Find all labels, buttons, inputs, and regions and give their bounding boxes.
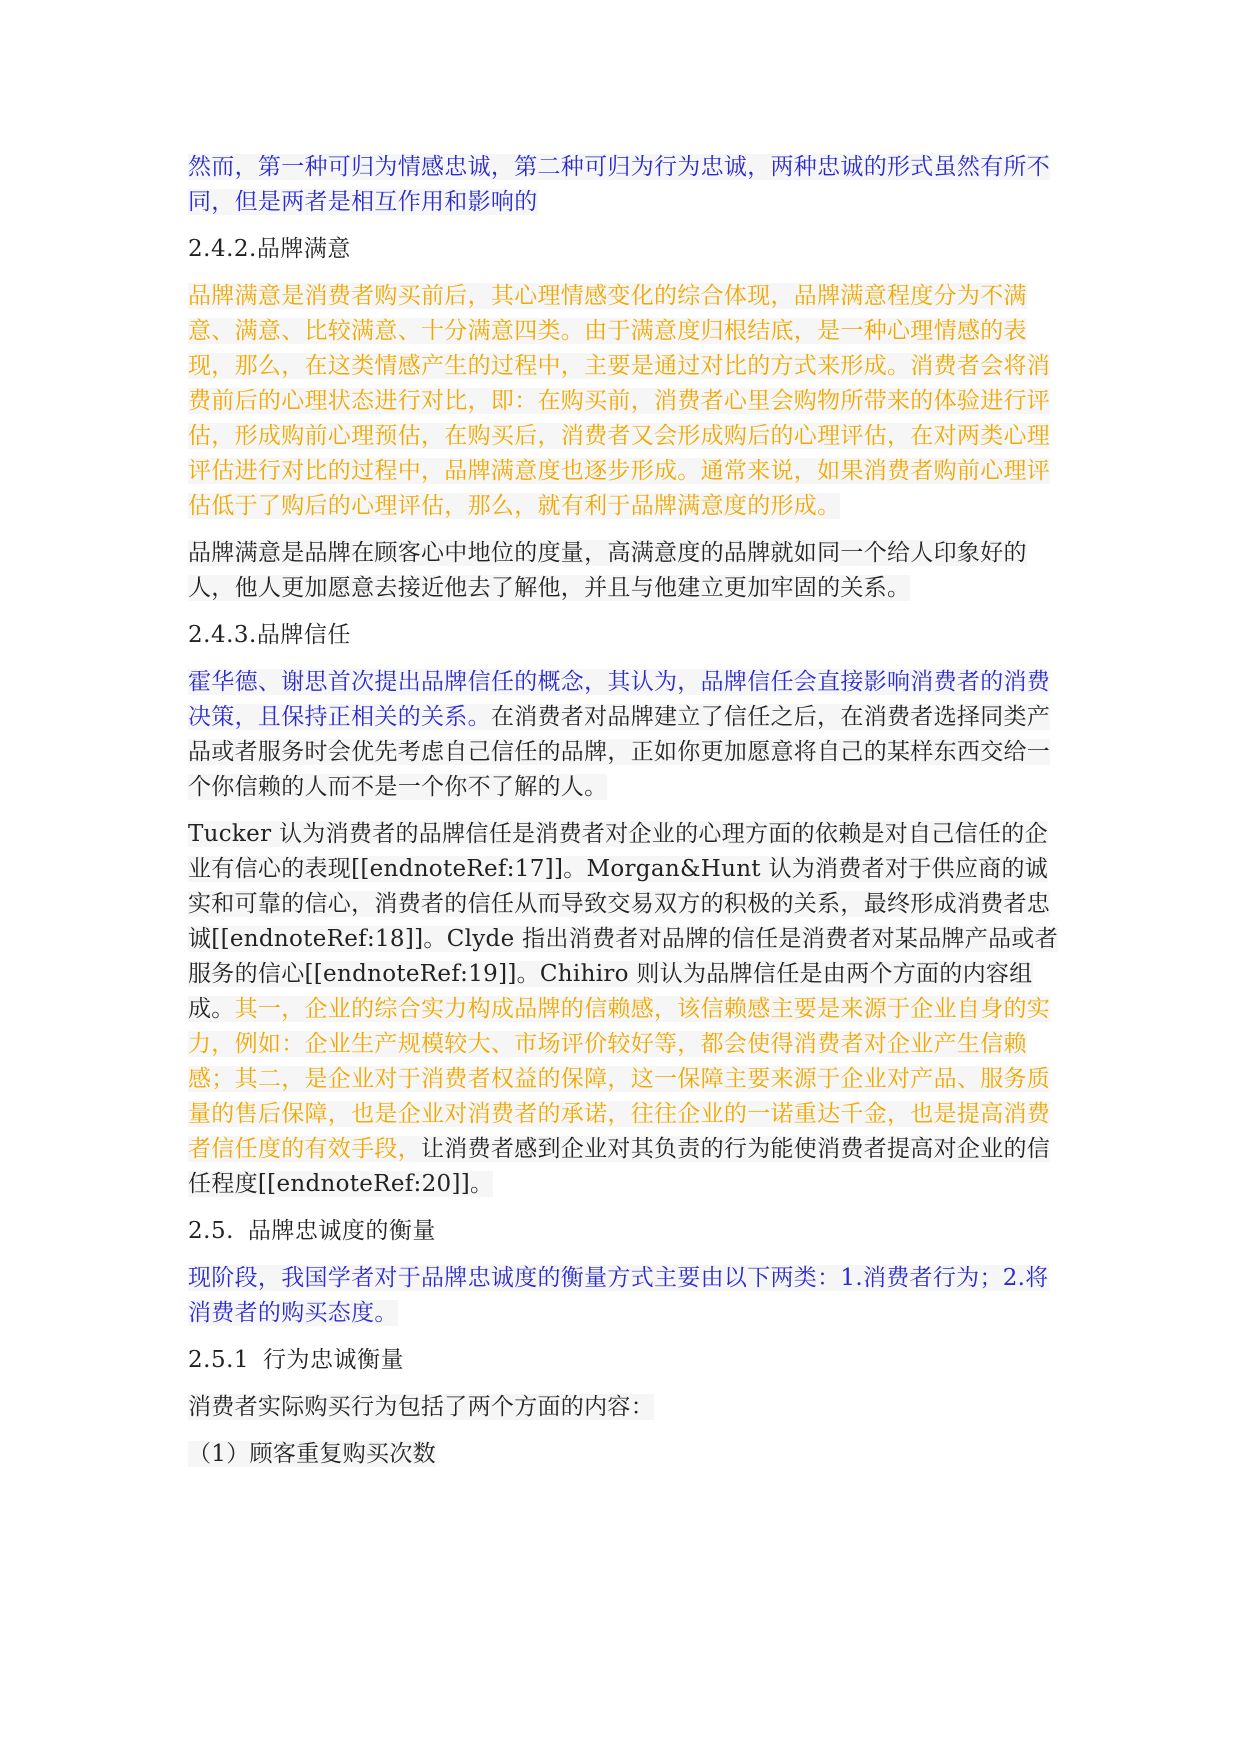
section-heading-2-4-3: 2.4.3.品牌信任 [188, 622, 351, 648]
paragraph-measurement-methods [188, 1261, 1058, 1331]
section-heading-2-5 [188, 1214, 1058, 1249]
section-heading-2-5-1 [188, 1343, 1058, 1378]
paragraph-purchase-behavior [188, 1390, 1058, 1425]
text-segment-orange: 品牌满意是消费者购买前后，其心理情感变化的综合体现，品牌满意程度分为不满意、满意、比较满意、十分满意四类。由于满意度归根结底，是一种心理情感的表现，那么，在这类情感产生的过程中，主要是通过对比的方式来形成。消费者会将消费前后的心理状态进行对比，即：在购买前，消费者心里会购物所带来的体验进行评估，形成购前心理预估，在购买后，消费者又会形成购后的心理评估，在对两类心理评估进行对比的过程中，品牌满意度也逐步形成。通常来说，如果消费者购前心理评估低于了购后的心理评估，那么，就有利于品牌满意度的形成。 [188, 283, 1051, 519]
heading-number: 2.5. [188, 1218, 234, 1244]
text-segment-dark: 消费者实际购买行为包括了两个方面的内容： [188, 1394, 654, 1420]
paragraph-brand-satisfaction [188, 279, 1058, 524]
text-segment-blue: 现阶段，我国学者对于品牌忠诚度的衡量方式主要由以下两类：1.消费者行为；2.将消费者的购买态度。 [188, 1265, 1049, 1326]
text-segment-dark: （1）顾客重复购买次数 [188, 1441, 436, 1467]
paragraph-loyalty-types [188, 150, 1058, 220]
text-segment-dark: 在消费者对品牌建立了信任之后，在消费者选择同类产品或者服务时会优先考虑自己信任的品牌，正如你更加愿意将自己的某样东西交给一个你信赖的人而不是一个你不了解的人。 [188, 704, 1051, 800]
list-item-repeat-purchases [188, 1437, 1058, 1472]
document-page [188, 150, 1058, 1484]
text-segment-orange: 其一，企业的综合实力构成品牌的信赖感，该信赖感主要是来源于企业自身的实力，例如：企业生产规模较大、市场评价较好等，都会使得消费者对企业产生信赖感；其二，是企业对于消费者权益的保障，这一保障主要来源于企业对产品、服务质量的售后保障，也是企业对消费者的承诺，往往企业的一诺重达千金，也是提高消费者信任度的有效手段， [188, 996, 1051, 1162]
text-segment-dark: 让消费者感到企业对其负责的行为能使消费者提高对企业的信任程度[[endnoteRef:20]]。 [188, 1136, 1051, 1197]
paragraph-trust-scholars [188, 817, 1058, 1202]
section-heading-2-4-2: 2.4.2.品牌满意 [188, 236, 351, 262]
heading-number: 2.5.1 [188, 1347, 250, 1373]
paragraph-brand-trust [188, 665, 1058, 805]
text-segment-dark: Tucker 认为消费者的品牌信任是消费者对企业的心理方面的依赖是对自己信任的企业有信心的表现[[endnoteRef:17]]。Morgan&Hunt 认为消费者对于供应商的诚实和可靠的信心，消费者的信任从而导致交易双方的积极的关系，最终形成消费者忠诚[[endnoteRef:18]]。Clyde 指出消费者对品牌的信任是消费者对某品牌产品或者服务的信心[[endnoteRef:19]]。Chihiro 则认为品牌信任是由两个方面的内容组成。 [188, 821, 1059, 1022]
text-segment-dark: 品牌满意是品牌在顾客心中地位的度量，高满意度的品牌就如同一个给人印象好的人，他人更加愿意去接近他去了解他，并且与他建立更加牢固的关系。 [188, 540, 1027, 601]
text-segment-blue: 霍华德、谢思首次提出品牌信任的概念，其认为，品牌信任会直接影响消费者的消费决策，且保持正相关的关系。 [188, 669, 1051, 730]
paragraph-satisfaction-measure [188, 536, 1058, 606]
text-segment-blue: 然而，第一种可归为情感忠诚，第二种可归为行为忠诚，两种忠诚的形式虽然有所不同，但是两者是相互作用和影响的 [188, 154, 1051, 215]
heading-text: 行为忠诚衡量 [263, 1347, 405, 1373]
heading-text: 品牌忠诚度的衡量 [247, 1218, 436, 1244]
